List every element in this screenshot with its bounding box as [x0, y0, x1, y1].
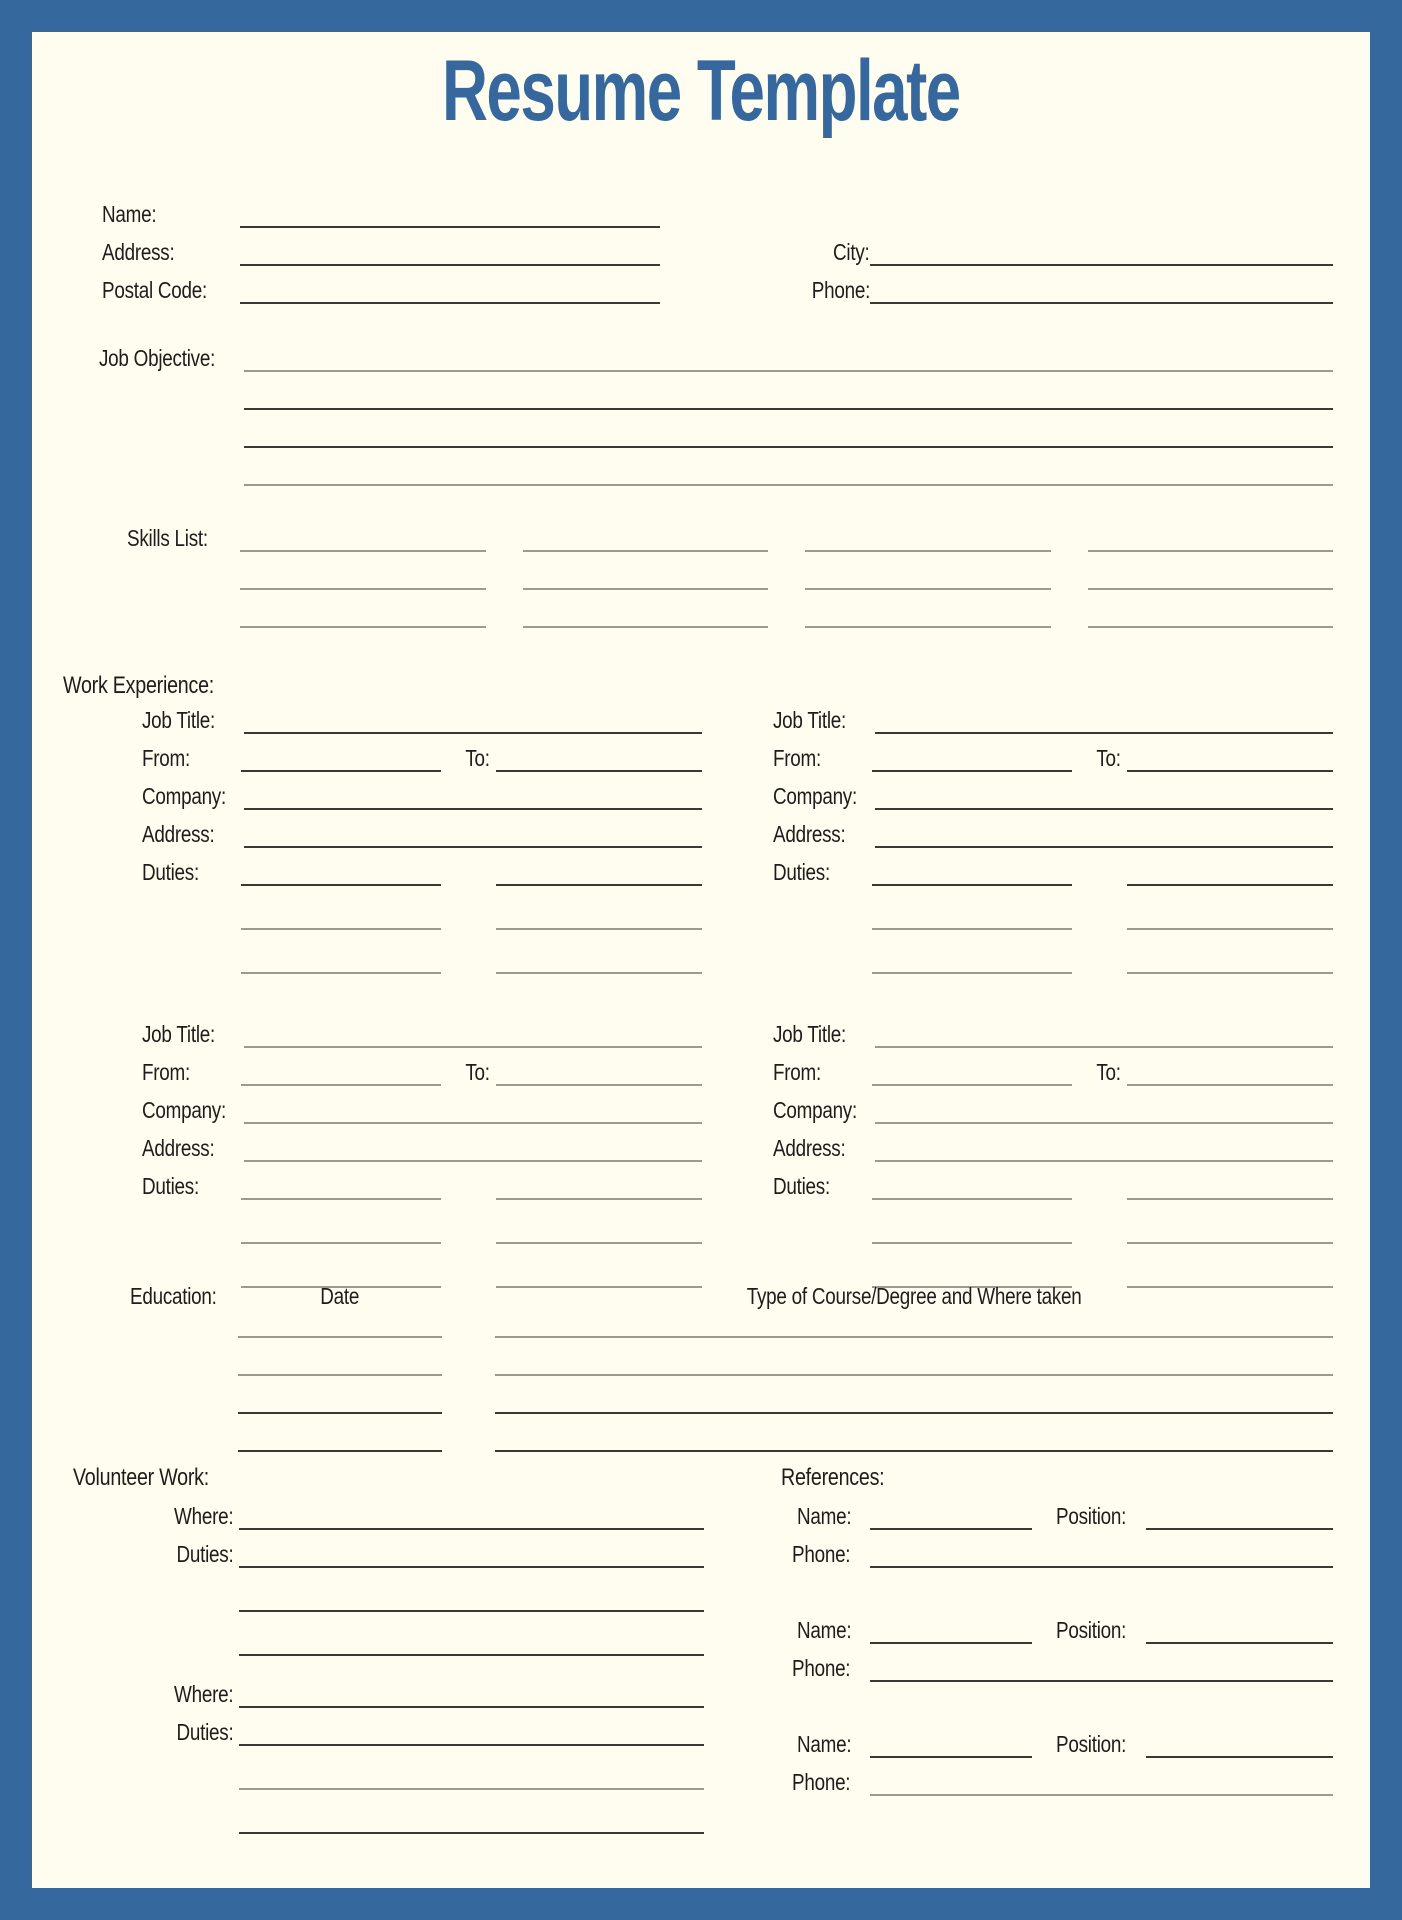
job-blocks-row-2	[32, 1010, 1370, 1288]
job-address-label: Address:	[142, 1135, 215, 1161]
duties-extra-row	[142, 930, 702, 974]
references-label: References:	[781, 1464, 885, 1491]
job-objective-blank-row	[32, 410, 1370, 448]
education-header-row	[32, 1280, 1370, 1310]
skills-row-3	[32, 590, 1370, 628]
volunteer-duties-line	[239, 1744, 704, 1746]
to-label: To:	[465, 1059, 490, 1085]
company-label: Company:	[773, 1097, 857, 1123]
duties-line	[241, 884, 441, 886]
education-course-line	[495, 1336, 1333, 1338]
reference-phone-label: Phone:	[791, 1541, 851, 1567]
reference-name-label: Name:	[796, 1731, 852, 1757]
job-objective-line-1	[244, 370, 1333, 372]
duties-extra-row	[773, 930, 1333, 974]
from-line	[241, 1084, 441, 1086]
reference-name-line	[870, 1642, 1032, 1644]
skill-line	[1088, 550, 1334, 552]
education-row	[32, 1414, 1370, 1452]
duties-extra-row	[142, 1200, 702, 1244]
reference-position-line	[1146, 1528, 1333, 1530]
address-label: Address:	[102, 239, 175, 265]
from-to-row	[773, 734, 1333, 772]
education-row	[32, 1376, 1370, 1414]
job-title-label: Job Title:	[773, 1021, 847, 1047]
job-address-row	[773, 1124, 1333, 1162]
job-address-line	[244, 1160, 702, 1162]
references-header-row	[749, 1462, 1333, 1492]
education-label: Education:	[130, 1283, 217, 1309]
volunteer-block-1	[73, 1492, 704, 1656]
from-label: From:	[773, 1059, 822, 1085]
duties-line	[872, 1198, 1072, 1200]
duties-line	[496, 884, 702, 886]
duties-line	[496, 928, 702, 930]
phone-line	[870, 302, 1333, 304]
job-address-label: Address:	[773, 1135, 846, 1161]
volunteer-duties-row	[73, 1708, 704, 1746]
education-date-line	[238, 1336, 442, 1338]
duties-line	[1127, 972, 1333, 974]
job-address-line	[875, 1160, 1333, 1162]
duties-line	[241, 1242, 441, 1244]
skill-line	[805, 626, 1051, 628]
work-experience-header	[32, 662, 1370, 700]
volunteer-where-row	[73, 1670, 704, 1708]
reference-name-label: Name:	[796, 1503, 852, 1529]
job-title-line	[244, 1046, 702, 1048]
reference-position-line	[1146, 1756, 1333, 1758]
volunteer-duties-row	[73, 1530, 704, 1568]
duties-label: Duties:	[176, 1719, 233, 1745]
job-address-line	[244, 846, 702, 848]
job-objective-blank-row	[32, 372, 1370, 410]
duties-row	[773, 1162, 1333, 1200]
job-objective-blank-row	[32, 448, 1370, 486]
duties-line	[1127, 928, 1333, 930]
job-objective-line-3	[244, 446, 1333, 448]
to-line	[1127, 770, 1333, 772]
job-address-row	[142, 810, 702, 848]
to-label: To:	[1096, 1059, 1121, 1085]
volunteer-duties-extra-row	[73, 1746, 704, 1790]
reference-phone-line	[870, 1794, 1333, 1796]
title-bar	[32, 43, 1370, 139]
duties-line	[241, 928, 441, 930]
job-title-line	[244, 732, 702, 734]
reference-position-label: Position:	[1056, 1617, 1127, 1643]
from-line	[872, 1084, 1072, 1086]
volunteer-duties-extra-row	[73, 1568, 704, 1612]
company-row	[142, 1086, 702, 1124]
from-label: From:	[773, 745, 822, 771]
phone-label: Phone:	[811, 277, 870, 303]
job-title-row	[773, 1010, 1333, 1048]
reference-block-1	[749, 1492, 1333, 1568]
duties-row	[142, 848, 702, 886]
job-block-1	[142, 696, 702, 974]
from-label: From:	[142, 745, 191, 771]
skill-line	[523, 588, 769, 590]
duties-line	[1127, 884, 1333, 886]
duties-line	[1127, 1198, 1333, 1200]
skill-line	[1088, 626, 1334, 628]
reference-name-position-row	[749, 1606, 1333, 1644]
company-line	[244, 808, 702, 810]
to-line	[1127, 1084, 1333, 1086]
job-title-label: Job Title:	[142, 1021, 216, 1047]
reference-name-position-row	[749, 1492, 1333, 1530]
duties-extra-row	[773, 1200, 1333, 1244]
volunteer-duties-line	[239, 1788, 704, 1790]
bottom-section	[32, 1462, 1370, 1834]
from-label: From:	[142, 1059, 191, 1085]
volunteer-duties-extra-row	[73, 1790, 704, 1834]
postal-code-label: Postal Code:	[102, 277, 208, 303]
job-address-row	[142, 1124, 702, 1162]
education-section	[32, 1280, 1370, 1452]
address-city-row	[32, 228, 1370, 266]
reference-name-label: Name:	[796, 1617, 852, 1643]
name-line	[240, 226, 660, 228]
postal-phone-row	[32, 266, 1370, 304]
reference-position-label: Position:	[1056, 1731, 1127, 1757]
education-course-line	[495, 1450, 1333, 1452]
volunteer-duties-extra-row	[73, 1612, 704, 1656]
skill-line	[523, 626, 769, 628]
education-date-header: Date	[320, 1283, 360, 1309]
to-line	[496, 770, 702, 772]
reference-name-line	[870, 1528, 1032, 1530]
skill-line	[240, 626, 486, 628]
duties-label: Duties:	[176, 1541, 233, 1567]
job-title-line	[875, 1046, 1333, 1048]
volunteer-duties-line	[239, 1832, 704, 1834]
postal-code-line	[240, 302, 660, 304]
duties-label: Duties:	[773, 859, 830, 885]
city-line	[870, 264, 1333, 266]
volunteer-work-label: Volunteer Work:	[73, 1464, 209, 1491]
volunteer-duties-line	[239, 1654, 704, 1656]
from-to-row	[142, 734, 702, 772]
job-address-label: Address:	[773, 821, 846, 847]
where-label: Where:	[173, 1681, 233, 1707]
education-date-line	[238, 1412, 442, 1414]
volunteer-header-row	[73, 1462, 704, 1492]
duties-line	[496, 972, 702, 974]
reference-phone-line	[870, 1566, 1333, 1568]
skill-line	[240, 588, 486, 590]
job-block-2	[773, 696, 1333, 974]
name-label: Name:	[102, 201, 157, 227]
volunteer-block-2	[73, 1670, 704, 1834]
skill-line	[805, 550, 1051, 552]
skill-line	[240, 550, 486, 552]
from-to-row	[773, 1048, 1333, 1086]
skills-section	[32, 514, 1370, 628]
job-objective-line-2	[244, 408, 1333, 410]
reference-phone-row	[749, 1644, 1333, 1682]
company-line	[244, 1122, 702, 1124]
education-date-line	[238, 1450, 442, 1452]
company-row	[773, 772, 1333, 810]
job-objective-section	[32, 334, 1370, 486]
reference-position-label: Position:	[1056, 1503, 1127, 1529]
job-objective-label: Job Objective:	[99, 345, 216, 371]
skill-line	[805, 588, 1051, 590]
duties-label: Duties:	[142, 1173, 199, 1199]
duties-extra-row	[142, 886, 702, 930]
reference-phone-label: Phone:	[791, 1769, 851, 1795]
volunteer-duties-line	[239, 1610, 704, 1612]
work-experience-header-row	[32, 662, 1370, 700]
duties-extra-row	[773, 886, 1333, 930]
job-title-label: Job Title:	[142, 707, 216, 733]
reference-phone-label: Phone:	[791, 1655, 851, 1681]
volunteer-section	[73, 1462, 704, 1834]
job-address-row	[773, 810, 1333, 848]
education-course-header: Type of Course/Degree and Where taken	[746, 1283, 1082, 1309]
reference-name-position-row	[749, 1720, 1333, 1758]
duties-line	[872, 972, 1072, 974]
education-row	[32, 1338, 1370, 1376]
company-label: Company:	[773, 783, 857, 809]
job-address-label: Address:	[142, 821, 215, 847]
company-label: Company:	[142, 1097, 226, 1123]
reference-position-line	[1146, 1642, 1333, 1644]
page-title: Resume Template	[442, 43, 960, 139]
where-line	[239, 1706, 704, 1708]
to-line	[496, 1084, 702, 1086]
job-title-label: Job Title:	[773, 707, 847, 733]
skill-line	[523, 550, 769, 552]
duties-line	[496, 1242, 702, 1244]
job-title-row	[142, 696, 702, 734]
job-objective-row	[32, 334, 1370, 372]
reference-block-2	[749, 1606, 1333, 1682]
job-title-row	[773, 696, 1333, 734]
skill-line	[1088, 588, 1334, 590]
from-line	[872, 770, 1072, 772]
work-experience-label: Work Experience:	[63, 672, 215, 699]
duties-line	[872, 1242, 1072, 1244]
identity-section	[32, 190, 1370, 304]
education-course-line	[495, 1412, 1333, 1414]
duties-row	[773, 848, 1333, 886]
job-blocks-row-1	[32, 696, 1370, 974]
reference-phone-row	[749, 1530, 1333, 1568]
duties-row	[142, 1162, 702, 1200]
reference-phone-row	[749, 1758, 1333, 1796]
duties-line	[241, 972, 441, 974]
reference-phone-line	[870, 1680, 1333, 1682]
duties-line	[872, 928, 1072, 930]
company-row	[773, 1086, 1333, 1124]
address-line	[240, 264, 660, 266]
job-block-4	[773, 1010, 1333, 1288]
volunteer-where-row	[73, 1492, 704, 1530]
job-title-row	[142, 1010, 702, 1048]
education-course-line	[495, 1374, 1333, 1376]
to-label: To:	[465, 745, 490, 771]
references-section	[749, 1462, 1333, 1834]
where-line	[239, 1528, 704, 1530]
to-label: To:	[1096, 745, 1121, 771]
job-objective-line-4	[244, 484, 1333, 486]
skills-row-2	[32, 552, 1370, 590]
company-row	[142, 772, 702, 810]
duties-line	[1127, 1242, 1333, 1244]
company-line	[875, 1122, 1333, 1124]
job-block-3	[142, 1010, 702, 1288]
from-to-row	[142, 1048, 702, 1086]
skills-list-label: Skills List:	[127, 525, 208, 551]
reference-name-line	[870, 1756, 1032, 1758]
skills-row-1	[32, 514, 1370, 552]
education-date-line	[238, 1374, 442, 1376]
education-row	[32, 1310, 1370, 1338]
where-label: Where:	[173, 1503, 233, 1529]
from-line	[241, 770, 441, 772]
duties-line	[872, 884, 1072, 886]
company-label: Company:	[142, 783, 226, 809]
job-title-line	[875, 732, 1333, 734]
duties-line	[496, 1198, 702, 1200]
volunteer-duties-line	[239, 1566, 704, 1568]
reference-block-3	[749, 1720, 1333, 1796]
duties-label: Duties:	[142, 859, 199, 885]
city-label: City:	[833, 239, 870, 265]
name-row	[32, 190, 1370, 228]
company-line	[875, 808, 1333, 810]
resume-template-document	[32, 32, 1370, 1888]
duties-line	[241, 1198, 441, 1200]
duties-label: Duties:	[773, 1173, 830, 1199]
job-address-line	[875, 846, 1333, 848]
